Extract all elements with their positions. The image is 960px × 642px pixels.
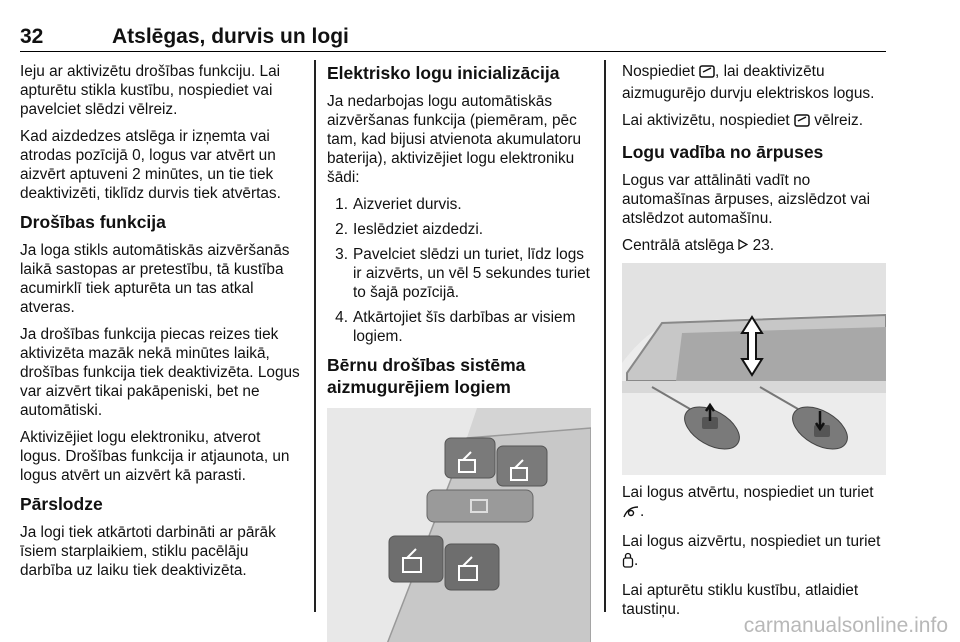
- paragraph: Centrālā atslēga 23.: [622, 237, 775, 254]
- page-number: 32: [20, 25, 44, 48]
- section-heading: Bērnu drošības sistēma aizmugurējiem logiem: [327, 355, 526, 397]
- paragraph: Lai aktivizētu, nospiediet vēlreiz.: [622, 111, 888, 133]
- window-switch-panel-illustration: [327, 408, 591, 642]
- paragraph: Logus var attālināti vadīt no automašīnas ārpuses, aizslēdzot vai atslēdzot automašīnu.: [622, 172, 871, 227]
- section-heading: Logu vadība no ārpuses: [622, 142, 824, 162]
- column-divider: [604, 60, 606, 612]
- list-item: 3. Pavelciet slēdzi un turiet, līdz logs ir aizvērts, un vēl 5 sekundes turiet to šajā pozīcijā.: [335, 246, 590, 301]
- watermark: carmanualsonline.info: [743, 614, 948, 637]
- chapter-title: Atslēgas, durvis un logi: [112, 25, 349, 48]
- paragraph: Ja drošības funkcija piecas reizes tiek aktivizēta mazāk nekā minūtes laikā, drošības funkcija tiek deaktivizēta. Logus var aizvērt tikai pakāpeniski, bet ne automātiski.: [20, 326, 300, 419]
- section-heading: Elektrisko logu inicializācija: [327, 63, 560, 83]
- paragraph: Aktivizējiet logu elektroniku, atverot logus. Drošības funkcija ir atjaunota, un logus atvērt un aizvērt kā parasti.: [20, 429, 290, 484]
- paragraph: Lai apturētu stiklu kustību, atlaidiet taustiņu.: [622, 582, 859, 618]
- lock-key-icon: [622, 552, 634, 573]
- column-2: [327, 62, 593, 642]
- list-item: 1. Aizveriet durvis.: [335, 196, 462, 213]
- paragraph: Kad aizdedzes atslēga ir izņemta vai atrodas pozīcijā 0, logus var atvērt un aizvērt aptuveni 2 minūtes, un tie tiek deaktivizēti, tiklīdz durvis tiek atvērtas.: [20, 128, 281, 202]
- paragraph: Ja loga stikls automātiskās aizvēršanās laikā sastopas ar pretestību, tā kustība acumirklī tiek apturēta un tas atkal atveras.: [20, 242, 290, 316]
- section-heading: Pārslodze: [20, 494, 103, 514]
- remote-window-control-illustration: [622, 263, 886, 475]
- list-item: 4. Atkārtojiet šīs darbības ar visiem logiem.: [335, 309, 576, 345]
- column-divider: [314, 60, 316, 612]
- paragraph: Ja nedarbojas logu automātiskās aizvēršanas funkcija (piemēram, pēc tam, kad bijusi atvienota akumulatoru baterija), aktivizējiet logu elektroniku šādi:: [327, 93, 582, 186]
- paragraph: Ja logi tiek atkārtoti darbināti ar pārāk īsiem starplaikiem, stiklu pacēlāju darbība uz laiku tiek deaktivizēta.: [20, 524, 276, 579]
- child-lock-icon: [794, 112, 810, 133]
- child-lock-icon: [699, 63, 715, 84]
- paragraph: Lai logus atvērtu, nospiediet un turiet .: [622, 483, 888, 524]
- section-heading: Drošības funkcija: [20, 212, 166, 232]
- page-reference-icon: [738, 236, 748, 255]
- page-header: [20, 22, 886, 52]
- paragraph: Lai logus aizvērtu, nospiediet un turiet .: [622, 532, 888, 573]
- list-item: 2. Ieslēdziet aizdedzi.: [335, 221, 484, 238]
- paragraph: Ieju ar aktivizētu drošības funkciju. Lai apturētu stikla kustību, nospiediet vai pavelciet slēdzi vēlreiz.: [20, 63, 281, 118]
- unlock-key-icon: [622, 505, 640, 524]
- steps-list: [327, 195, 593, 346]
- paragraph: Nospiediet , lai deaktivizētu aizmugurējo durvju elektriskos logus.: [622, 63, 875, 102]
- column-1: [20, 62, 300, 588]
- column-3: [622, 62, 888, 627]
